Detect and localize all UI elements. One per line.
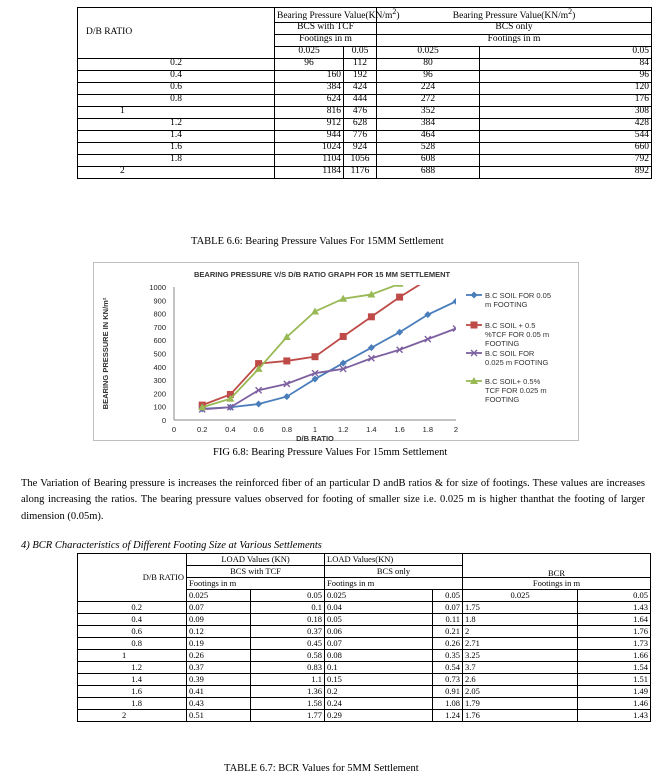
table-row: [78, 130, 652, 142]
size-header: 0.025: [377, 46, 480, 58]
data-point: [396, 294, 403, 301]
y-tick-label: 100: [153, 402, 166, 412]
table-cell: 1.43: [578, 602, 651, 614]
x-tick-label: 1.2: [337, 425, 349, 434]
table-cell: 1.76: [578, 626, 651, 638]
group2-sub: BCS only: [325, 566, 463, 578]
data-point: [255, 401, 262, 408]
table-cell: 0.4: [78, 614, 187, 626]
x-tick-label: 1.8: [422, 425, 434, 434]
group1-title: Bearing Pressure $Value(KN/m^2)$: [275, 8, 377, 23]
table-cell: 0.1: [251, 602, 325, 614]
table-cell: 924: [344, 142, 377, 154]
footings-label: Footings in m: [325, 578, 463, 590]
y-tick-label: 800: [153, 309, 166, 319]
table-cell: 892: [480, 166, 652, 178]
footings-label: Footings in m: [187, 578, 325, 590]
table-cell: 0.8: [78, 638, 187, 650]
table-cell: 0.8: [78, 94, 275, 106]
group2-title: LOAD Values(KN): [325, 554, 463, 566]
table-cell: 1.1: [251, 674, 325, 686]
table-cell: 1.4: [78, 674, 187, 686]
table-cell: 688: [377, 166, 480, 178]
series-line: [202, 301, 456, 408]
table-cell: 384: [275, 82, 344, 94]
legend-label: B.C SOIL FOR 0.025 m FOOTING: [485, 349, 549, 367]
table-row: [78, 142, 652, 154]
table-cell: 1.51: [578, 674, 651, 686]
table-cell: 0.29: [325, 710, 433, 722]
data-point: [368, 313, 375, 320]
group1-sub: BCS with TCF: [187, 566, 325, 578]
table-cell: 660: [480, 142, 652, 154]
table-cell: 2: [78, 166, 275, 178]
y-tick-label: 1000: [149, 283, 166, 292]
data-point: [453, 260, 460, 267]
table-cell: 0.04: [325, 602, 433, 614]
table-cell: 1.08: [433, 698, 463, 710]
table-cell: 80: [377, 58, 480, 70]
table-cell: 0.51: [187, 710, 251, 722]
group1-sub: BCS with TCF: [275, 22, 377, 34]
table-cell: 1.79: [463, 698, 578, 710]
y-axis-label: BEARING PRESSURE IN KN/m²: [101, 297, 110, 410]
size-header: 0.025: [275, 46, 344, 58]
data-point: [340, 333, 347, 340]
table-cell: 0.43: [187, 698, 251, 710]
table-cell: 0.4: [78, 70, 275, 82]
table-cell: 1.54: [578, 662, 651, 674]
x-tick-label: 0.8: [281, 425, 293, 434]
footings-label: Footings in m: [377, 34, 652, 46]
y-tick-label: 400: [153, 362, 166, 372]
table-cell: 424: [344, 82, 377, 94]
chart-svg: [94, 263, 578, 443]
table-cell: 1.2: [78, 118, 275, 130]
table-cell: 1.8: [463, 614, 578, 626]
table-cell: 0.54: [433, 662, 463, 674]
chart-title: BEARING PRESSURE V/S D/B RATIO GRAPH FOR 15 MM SETTLEMENT: [194, 270, 451, 279]
series-line: [202, 263, 456, 408]
table-cell: 776: [344, 130, 377, 142]
table-cell: 1056: [344, 154, 377, 166]
legend-marker: [471, 322, 478, 329]
group2-title: Bearing Pressure $Value(KN/m^2)$: [377, 8, 652, 23]
table-cell: 0.35: [433, 650, 463, 662]
table-cell: 0.07: [187, 602, 251, 614]
bcr-table: [77, 553, 651, 722]
legend-marker: [471, 292, 478, 299]
table-cell: 1184: [275, 166, 344, 178]
table-cell: 384: [377, 118, 480, 130]
y-tick-label: 600: [153, 336, 166, 346]
table-cell: 628: [344, 118, 377, 130]
table-cell: 0.83: [251, 662, 325, 674]
section-heading: 4) BCR Characteristics of Different Footing Size at Various Settlements: [21, 540, 322, 551]
table-cell: 624: [275, 94, 344, 106]
table-cell: 1.77: [251, 710, 325, 722]
table-cell: 0.91: [433, 686, 463, 698]
table-cell: 0.12: [187, 626, 251, 638]
data-point: [283, 357, 290, 364]
y-tick-label: 900: [153, 296, 166, 306]
data-point: [312, 353, 319, 360]
table-cell: 444: [344, 94, 377, 106]
table-cell: 0.37: [251, 626, 325, 638]
table-cell: 1.2: [78, 662, 187, 674]
table-cell: 2.6: [463, 674, 578, 686]
table-cell: 816: [275, 106, 344, 118]
legend-label: B.C SOIL + 0.5 %TCF FOR 0.05 m FOOTING: [485, 321, 550, 348]
group2-sub: BCS only: [377, 22, 652, 34]
table-cell: 0.15: [325, 674, 433, 686]
table-cell: 84: [480, 58, 652, 70]
data-point: [368, 344, 375, 351]
table-cell: 0.19: [187, 638, 251, 650]
table-cell: 96: [275, 58, 344, 70]
size-header: 0.05: [344, 46, 377, 58]
size-header: 0.05: [578, 590, 651, 602]
table-row: [78, 166, 652, 178]
x-tick-label: 1: [312, 425, 318, 434]
data-point: [453, 298, 460, 305]
table-cell: 2: [463, 626, 578, 638]
table-row: [78, 154, 652, 166]
table-row: [78, 118, 652, 130]
y-tick-label: 300: [153, 376, 166, 386]
table-cell: 3.25: [463, 650, 578, 662]
table-cell: 1.66: [578, 650, 651, 662]
table-cell: 1.6: [78, 142, 275, 154]
size-header: 0.05: [433, 590, 463, 602]
footings-label: Footings in m: [275, 34, 377, 46]
table-6-6-caption: TABLE 6.6: Bearing Pressure Values For 15MM Settlement: [191, 236, 444, 247]
table-row: [78, 674, 651, 686]
size-header: 0.025: [463, 590, 578, 602]
table-row: [78, 638, 651, 650]
table-cell: 0.39: [187, 674, 251, 686]
table-cell: 0.73: [433, 674, 463, 686]
table-cell: 0.1: [325, 662, 433, 674]
table-cell: 1.6: [78, 686, 187, 698]
x-axis-label: D/B RATIO: [296, 434, 334, 443]
table-cell: 1.8: [78, 154, 275, 166]
table-cell: 608: [377, 154, 480, 166]
table-cell: 0.05: [325, 614, 433, 626]
table-row: [78, 70, 652, 82]
y-tick-label: 0: [161, 416, 166, 425]
size-header: 0.025: [325, 590, 433, 602]
table-cell: 272: [377, 94, 480, 106]
table-cell: 544: [480, 130, 652, 142]
table-row: [78, 106, 652, 118]
table-cell: 0.06: [325, 626, 433, 638]
body-paragraph: The Variation of Bearing pressure is increases the reinforced fiber of an particular D andB ratios & for size of footings. These values are increases along increasing the ratios. The bearing pressure values observed for footing of smaller size i.e. 0.025 m is higher thanthat the footing of larger dimension (0.05m).: [21, 478, 645, 522]
table-cell: 0.6: [78, 626, 187, 638]
x-tick-label: 0: [171, 425, 177, 434]
table-row: [78, 602, 651, 614]
table-cell: 0.2: [325, 686, 433, 698]
series-line: [202, 264, 456, 406]
x-tick-label: 0.6: [253, 425, 264, 434]
table-cell: 2: [78, 710, 187, 722]
table-cell: 0.41: [187, 686, 251, 698]
table-cell: 0.07: [325, 638, 433, 650]
table-cell: 1.46: [578, 698, 651, 710]
table-cell: 528: [377, 142, 480, 154]
table-row: [78, 650, 651, 662]
table-row: [78, 698, 651, 710]
table-cell: 120: [480, 82, 652, 94]
table-cell: 464: [377, 130, 480, 142]
bcr-title: BCR: [463, 554, 651, 578]
size-header: 0.025: [187, 590, 251, 602]
table-cell: 96: [480, 70, 652, 82]
data-point: [396, 280, 404, 287]
table-cell: 1024: [275, 142, 344, 154]
table-row: [78, 82, 652, 94]
y-tick-label: 200: [153, 389, 166, 399]
x-tick-label: 0.4: [225, 425, 236, 434]
table-row: [78, 626, 651, 638]
table-cell: 0.08: [325, 650, 433, 662]
table-cell: 1: [78, 106, 275, 118]
y-tick-label: 700: [153, 322, 166, 332]
table-cell: 0.45: [251, 638, 325, 650]
table-cell: 1.76: [463, 710, 578, 722]
table-cell: 1176: [344, 166, 377, 178]
table-6-7-caption: TABLE 6.7: BCR Values for 5MM Settlement: [224, 763, 419, 774]
table-cell: 1.49: [578, 686, 651, 698]
table-cell: 1.43: [578, 710, 651, 722]
x-tick-label: 2: [453, 425, 459, 434]
table-cell: 1.75: [463, 602, 578, 614]
table-cell: 476: [344, 106, 377, 118]
y-tick-label: 500: [153, 349, 166, 359]
table-cell: 1104: [275, 154, 344, 166]
size-header: 0.05: [251, 590, 325, 602]
table-cell: 352: [377, 106, 480, 118]
table-cell: 0.26: [187, 650, 251, 662]
table-cell: 308: [480, 106, 652, 118]
table-cell: 912: [275, 118, 344, 130]
table-cell: 0.21: [433, 626, 463, 638]
table-row: [78, 614, 651, 626]
table-cell: 944: [275, 130, 344, 142]
table-row: [78, 94, 652, 106]
table-cell: 1.73: [578, 638, 651, 650]
table-cell: 0.26: [433, 638, 463, 650]
x-tick-label: 1.6: [394, 425, 405, 434]
table-cell: 0.37: [187, 662, 251, 674]
table-cell: 0.09: [187, 614, 251, 626]
dratio-header: D/B RATIO: [78, 8, 275, 59]
table-cell: 0.11: [433, 614, 463, 626]
legend-label: B.C SOIL FOR 0.05 m FOOTING: [485, 291, 551, 309]
table-cell: 224: [377, 82, 480, 94]
table-cell: 2.71: [463, 638, 578, 650]
table-cell: 0.2: [78, 58, 275, 70]
table-cell: 1.24: [433, 710, 463, 722]
table-cell: 2.05: [463, 686, 578, 698]
table-row: [78, 710, 651, 722]
table-cell: 176: [480, 94, 652, 106]
table-cell: 1.8: [78, 698, 187, 710]
fig-6-8-caption: FIG 6.8: Bearing Pressure Values For 15mm Settlement: [213, 447, 448, 458]
series-line: [202, 328, 456, 409]
size-header: 0.05: [480, 46, 652, 58]
bearing-pressure-chart: [93, 262, 579, 441]
table-cell: 0.24: [325, 698, 433, 710]
table-cell: 1.58: [251, 698, 325, 710]
table-cell: 792: [480, 154, 652, 166]
table-cell: 1: [78, 650, 187, 662]
table-row: [78, 686, 651, 698]
table-cell: 112: [344, 58, 377, 70]
table-row: [78, 58, 652, 70]
table-cell: 3.7: [463, 662, 578, 674]
table-cell: 1.64: [578, 614, 651, 626]
table-cell: 0.07: [433, 602, 463, 614]
table-cell: 0.2: [78, 602, 187, 614]
table-cell: 0.58: [251, 650, 325, 662]
dratio-header: D/B RATIO: [78, 554, 187, 602]
x-tick-label: 0.2: [196, 425, 208, 434]
table-row: [78, 662, 651, 674]
table-cell: 0.18: [251, 614, 325, 626]
legend-label: B.C SOIL+ 0.5% TCF FOR 0.025 m FOOTING: [485, 377, 547, 404]
table-cell: 192: [344, 70, 377, 82]
data-point: [452, 259, 460, 266]
table-cell: 160: [275, 70, 344, 82]
bearing-pressure-table: [77, 7, 652, 179]
footings-label: Footings in m: [463, 578, 651, 590]
table-cell: 0.6: [78, 82, 275, 94]
table-cell: 96: [377, 70, 480, 82]
x-tick-label: 1.4: [366, 425, 377, 434]
table-cell: 1.36: [251, 686, 325, 698]
group1-title: LOAD Values (KN): [187, 554, 325, 566]
table-cell: 1.4: [78, 130, 275, 142]
table-cell: 428: [480, 118, 652, 130]
